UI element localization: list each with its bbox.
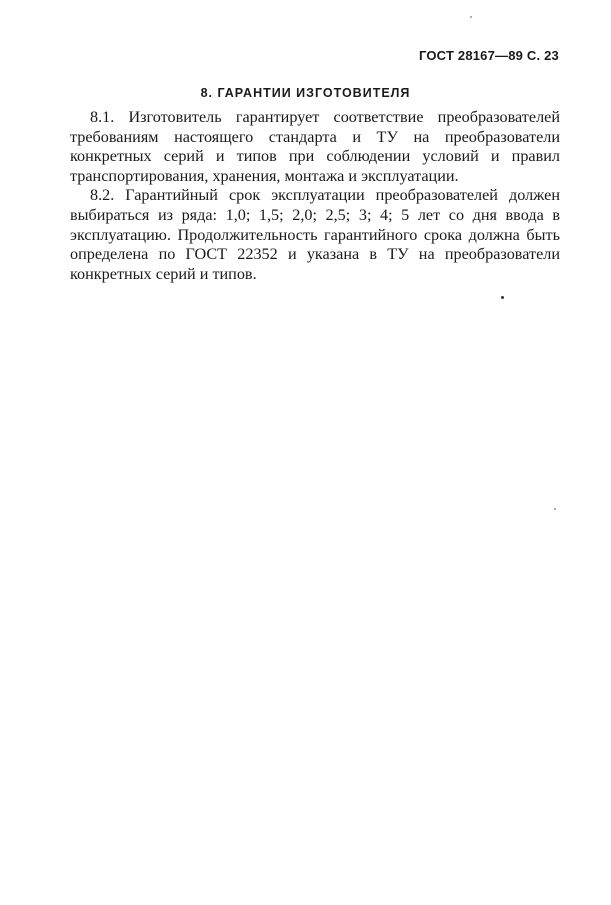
scan-speck [554,508,556,510]
running-header: ГОСТ 28167—89 С. 23 [418,48,559,63]
paragraph-8-2: 8.2. Гарантийный срок эксплуатации преобразователей должен выбираться из ряда: 1,0; 1,5; 2,0; 2,5; 3; 4; 5 лет со дня ввода в эксплуатацию. Продолжительность гарантийного срока должна быть определена по ГОСТ 22352 и указана в ТУ на преобразователи конкретных серий и типов. [70,186,560,283]
paragraph-8-1: 8.1. Изготовитель гарантирует соответствие преобразователей требованиям настоящего стандарта и ТУ на преобразователи конкретных серий и типов при соблюдении условий и правил транспортирования, хранения, монтажа и эксплуатации. [70,108,560,185]
section-title: 8. ГАРАНТИИ ИЗГОТОВИТЕЛЯ [200,86,411,100]
scan-speck [501,296,504,299]
scan-speck [470,16,472,18]
section-body [70,108,560,284]
